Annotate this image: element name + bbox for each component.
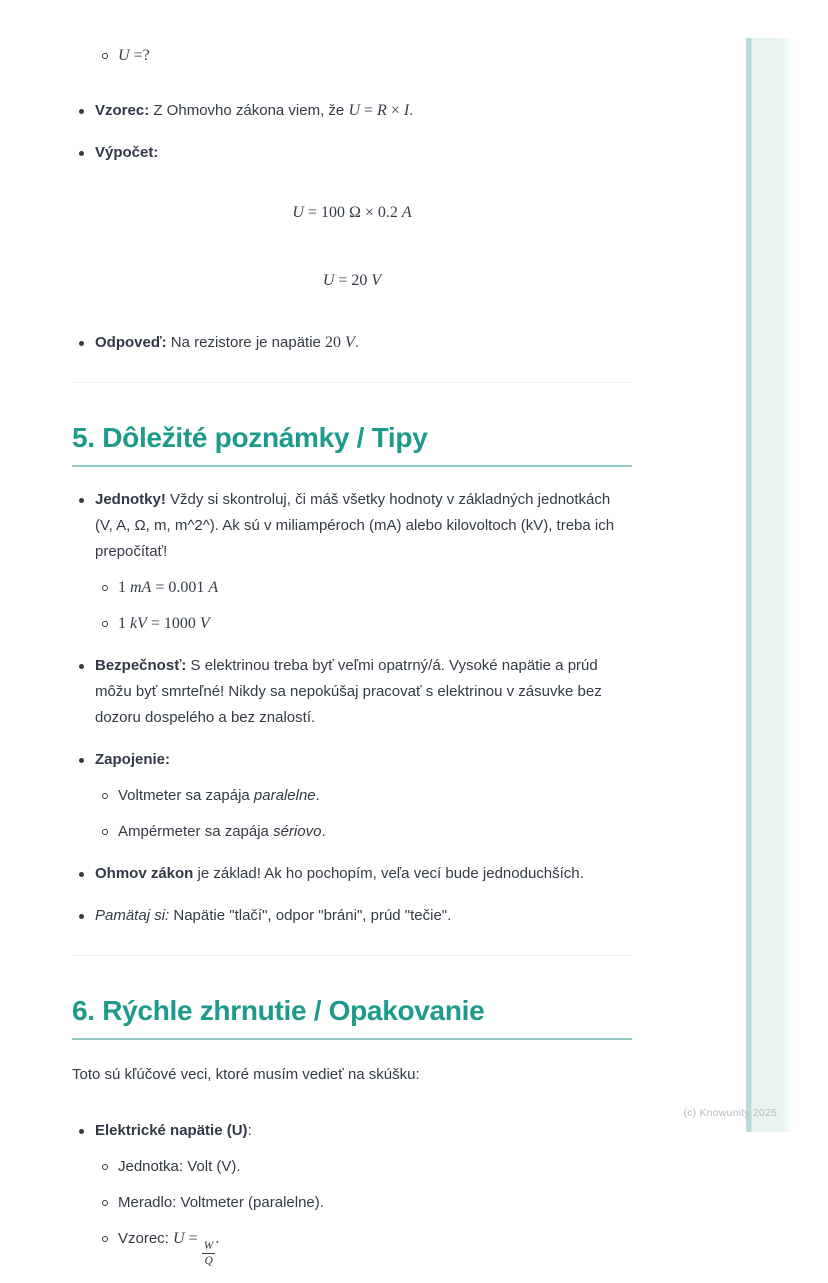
ohmov-text: je základ! Ak ho pochopím, veľa vecí bude jednoduchších. xyxy=(193,865,584,882)
document-body xyxy=(72,0,632,1283)
math-unit-ma: 1 mA = 0.001 A xyxy=(118,579,219,596)
list-item-meradlo xyxy=(100,1190,632,1216)
odpoved-text: Na rezistore je napätie xyxy=(166,334,326,351)
list-item-unit-ma xyxy=(100,575,632,601)
section-divider xyxy=(72,382,632,383)
voltmeter-text: Voltmeter sa zapája xyxy=(118,787,254,804)
list-item-pamataj xyxy=(72,903,632,929)
odpoved-tail: . xyxy=(354,334,359,351)
jednotka-volt-text: Jednotka: Volt (V). xyxy=(118,1158,241,1175)
list-item-bezpecnost xyxy=(72,653,632,731)
fraction-denominator: Q xyxy=(204,1255,213,1267)
pamataj-text: Napätie "tlačí", odpor "bráni", prúd "tečie". xyxy=(169,907,452,924)
vzorec-text: Z Ohmovho zákona viem, že xyxy=(149,102,349,119)
section6-title: 6. Rýchle zhrnutie / Opakovanie xyxy=(72,994,632,1040)
list-item-odpoved xyxy=(72,330,632,356)
ampermeter-text: Ampérmeter sa zapája xyxy=(118,823,274,840)
ampermeter-tail: . xyxy=(321,823,326,840)
section5-list xyxy=(72,487,632,929)
vzorec-uwq-text: Vzorec: xyxy=(118,1230,174,1247)
list-item-unit-kv xyxy=(100,611,632,637)
ampermeter-italic: sériovo xyxy=(273,823,322,840)
vzorec-uwq-tail: . xyxy=(215,1230,220,1247)
copyright-notice: (c) Knowunity 2025 xyxy=(683,1107,777,1119)
list-item-vypocet xyxy=(72,140,632,166)
page-edge-strip xyxy=(746,38,792,1132)
formula-calculation: U = 100 Ω × 0.2 A xyxy=(292,204,412,221)
list-item-ampermeter xyxy=(100,819,632,845)
meradlo-text: Meradlo: Voltmeter (paralelne). xyxy=(118,1194,324,1211)
section6-list xyxy=(72,1118,632,1267)
list-item-napatie xyxy=(72,1118,632,1267)
voltmeter-tail: . xyxy=(315,787,320,804)
pamataj-italic: Pamätaj si: xyxy=(95,907,170,924)
jednotky-label: Jednotky! xyxy=(95,491,166,508)
math-u-question: U =? xyxy=(118,47,150,64)
fraction-numerator: W xyxy=(203,1240,214,1252)
zapojenie-label: Zapojenie: xyxy=(95,751,171,768)
list-item-u-question xyxy=(100,43,632,69)
odpoved-label: Odpoveď: xyxy=(95,334,167,351)
fraction-w-over-q xyxy=(202,1240,216,1267)
list-item-voltmeter xyxy=(100,783,632,809)
list-item-vzorec xyxy=(72,98,632,124)
list-item-jednotky xyxy=(72,487,632,637)
vzorec-tail: . xyxy=(409,102,414,119)
vypocet-label: Výpočet: xyxy=(95,144,159,161)
voltmeter-italic: paralelne xyxy=(253,787,316,804)
formula-result: U = 20 V xyxy=(322,272,382,289)
list-item-vzorec-uwq xyxy=(100,1226,632,1267)
vzorec-label: Vzorec: xyxy=(95,102,150,119)
list-item-zapojenie xyxy=(72,747,632,845)
math-unit-kv: 1 kV = 1000 V xyxy=(118,615,210,632)
napatie-label: Elektrické napätie (U) xyxy=(95,1122,248,1139)
math-ohm-law: U = R × I xyxy=(348,102,410,119)
jednotky-text: Vždy si skontroluj, či máš všetky hodnoty v základných jednotkách (V, A, Ω, m, m^2^). Ak sú v miliampéroch (mA) alebo kilovoltoch (kV), treba ich prepočítať! xyxy=(95,491,615,560)
section6-intro: Toto sú kľúčové veci, ktoré musím vedieť na skúšku: xyxy=(72,1066,420,1083)
math-uwq: U = xyxy=(173,1230,198,1247)
ohmov-label: Ohmov zákon xyxy=(95,865,194,882)
napatie-tail: : xyxy=(247,1122,252,1139)
list-item-jednotka-volt xyxy=(100,1154,632,1180)
bezpecnost-label: Bezpečnosť: xyxy=(95,657,187,674)
bezpecnost-text: S elektrinou treba byť veľmi opatrný/á. Vysoké napätie a prúd môžu byť smrteľné! Nikdy sa nepokúšaj pracovať s elektrinou v zásuvke bez dozoru dospelého a bez znalostí. xyxy=(95,657,602,726)
list-item-ohmov xyxy=(72,861,632,887)
math-odpoved: 20 V xyxy=(325,334,355,351)
section5-title: 5. Dôležité poznámky / Tipy xyxy=(72,421,632,467)
section-divider-2 xyxy=(72,955,632,956)
